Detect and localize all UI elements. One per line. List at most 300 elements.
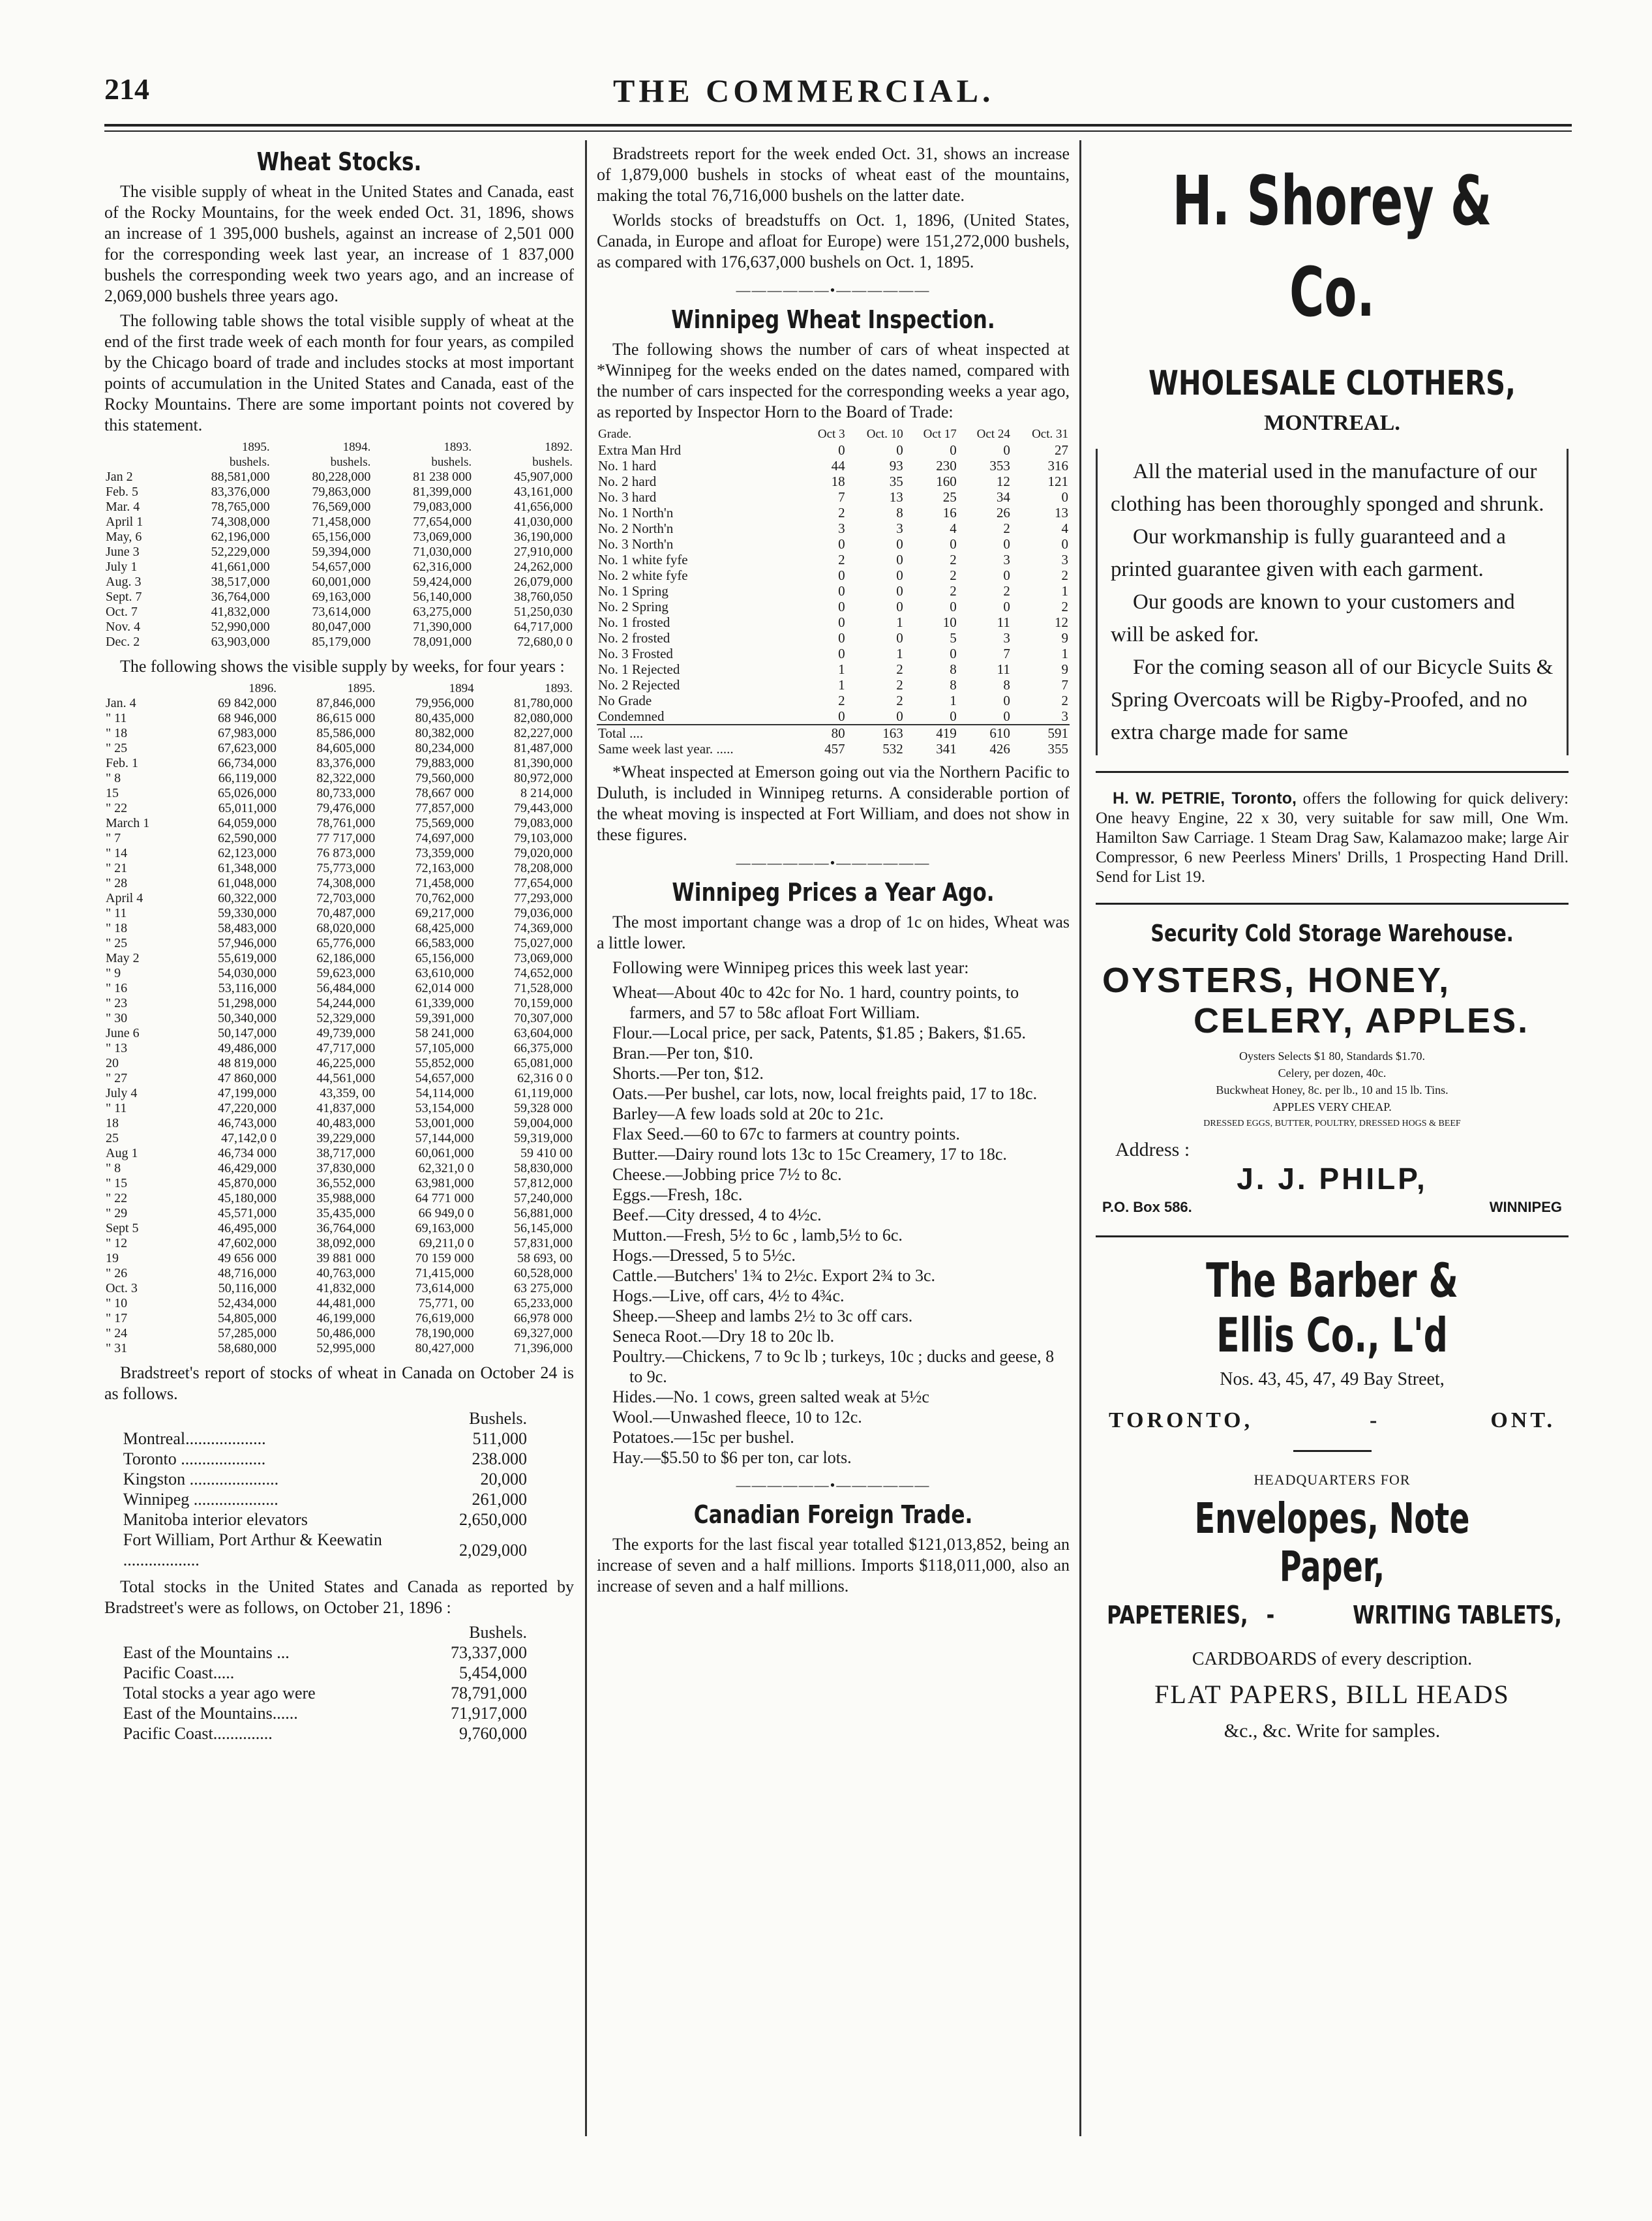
table-cell: 44,561,000 bbox=[316, 1071, 376, 1085]
inspection-intro: The following shows the number of cars of wheat inspected at *Winnipeg for the weeks ended on the dates named, compared with the number of cars inspected for the corresponding weeks a year ago, as reported by Inspector Horn to the Board of Trade: bbox=[597, 340, 1070, 421]
table-header: 1892. bbox=[545, 440, 573, 454]
table-cell: 2 bbox=[950, 552, 957, 567]
shorey-p2: Our workmanship is fully guaranteed and a printed guarantee given with each garment. bbox=[1111, 525, 1506, 581]
table-cell: 0 bbox=[838, 583, 845, 599]
table-cell: 57,812,000 bbox=[514, 1176, 573, 1190]
table-cell: 58 241,000 bbox=[415, 1026, 474, 1040]
section-separator: ——————•—————— bbox=[736, 282, 931, 298]
table-cell: 46,495,000 bbox=[217, 1221, 277, 1235]
philp-line1: OYSTERS, HONEY, bbox=[1102, 961, 1451, 1000]
table-cell: 76,569,000 bbox=[312, 500, 371, 514]
table-cell: 73,069,000 bbox=[514, 951, 573, 965]
weekly-row bbox=[104, 801, 574, 816]
table-header-row bbox=[123, 1622, 527, 1642]
table-cell: 65,026,000 bbox=[217, 786, 277, 800]
table-cell: 78,091,000 bbox=[413, 635, 472, 649]
table-cell: 59,424,000 bbox=[413, 575, 472, 589]
table-cell: 56,145,000 bbox=[514, 1221, 573, 1235]
table-cell: 0 bbox=[896, 442, 903, 458]
table-cell: 0 bbox=[950, 708, 957, 724]
place-label: Total stocks a year ago were bbox=[123, 1684, 316, 1702]
table-cell: 62,014 000 bbox=[415, 981, 474, 995]
table-cell: " 10 bbox=[106, 1296, 128, 1310]
table-cell: 2 bbox=[838, 505, 845, 521]
table-cell: 52,329,000 bbox=[316, 1011, 376, 1025]
table-cell: " 15 bbox=[106, 1176, 128, 1190]
table-cell: 55,852,000 bbox=[415, 1056, 474, 1070]
table-cell: 82,227,000 bbox=[514, 726, 573, 740]
table-header: Oct 17 bbox=[923, 427, 957, 441]
table-cell: " 22 bbox=[106, 1191, 128, 1205]
table-cell: 1 bbox=[1061, 583, 1068, 599]
table-cell: 66,978 000 bbox=[514, 1311, 573, 1325]
table-header-row bbox=[597, 427, 1070, 442]
table-cell: No. 1 white fyfe bbox=[598, 552, 688, 567]
weekly-row bbox=[104, 1341, 574, 1356]
bushels-value: 511,000 bbox=[472, 1429, 527, 1448]
table-cell: 75,773,000 bbox=[316, 861, 376, 875]
table-cell: 85,586,000 bbox=[316, 726, 376, 740]
table-cell: 78,765,000 bbox=[211, 500, 270, 514]
table-row bbox=[123, 1663, 527, 1683]
table-cell: 20 bbox=[106, 1056, 119, 1070]
table-cell: 0 bbox=[838, 646, 845, 661]
canada-table-body bbox=[123, 1428, 527, 1570]
table-cell: 44,481,000 bbox=[316, 1296, 376, 1310]
table-cell: 47,142,0 0 bbox=[220, 1131, 277, 1145]
table-cell: 78,667 000 bbox=[415, 786, 474, 800]
table-cell: 36,764,000 bbox=[211, 590, 270, 604]
table-cell: 50,486,000 bbox=[316, 1326, 376, 1340]
price-item: Seneca Root.—Dry 18 to 20c lb. bbox=[612, 1327, 835, 1346]
table-cell: 52,229,000 bbox=[211, 545, 270, 559]
table-cell: 61,119,000 bbox=[514, 1086, 573, 1100]
table-cell: 8 bbox=[950, 661, 957, 677]
table-cell: 69,211,0 0 bbox=[419, 1236, 474, 1250]
ad-divider-short bbox=[1293, 1450, 1372, 1452]
barber-flat-papers: FLAT PAPERS, BILL HEADS bbox=[1154, 1680, 1510, 1709]
table-cell: 4 bbox=[1061, 521, 1068, 536]
table-cell: 1 bbox=[838, 677, 845, 693]
table-cell: 45,180,000 bbox=[217, 1191, 277, 1205]
inspection-row bbox=[597, 442, 1070, 458]
table-header-row bbox=[123, 1408, 527, 1428]
table-cell: 47,199,000 bbox=[217, 1086, 277, 1100]
table-cell: 41,656,000 bbox=[514, 500, 573, 514]
table-cell: No. 2 white fyfe bbox=[598, 567, 688, 583]
table-header: bushels. bbox=[330, 455, 371, 469]
table-cell: 86,615 000 bbox=[316, 711, 376, 725]
wheat-stocks-heading: Wheat Stocks. bbox=[256, 147, 422, 176]
table-cell: 93 bbox=[889, 458, 903, 474]
table-cell: 3 bbox=[1003, 630, 1010, 646]
table-cell: 54,657,000 bbox=[415, 1071, 474, 1085]
header-rule-thin bbox=[104, 130, 1572, 132]
column-divider bbox=[585, 140, 587, 2136]
masthead: THE COMMERCIAL. bbox=[613, 72, 995, 109]
table-cell: 64 771 000 bbox=[415, 1191, 474, 1205]
inspection-heading: Winnipeg Wheat Inspection. bbox=[671, 305, 995, 334]
philp-name: J. J. PHILP, bbox=[1237, 1162, 1428, 1196]
table-cell: July 1 bbox=[106, 560, 138, 574]
table-cell: Jan. 4 bbox=[106, 696, 136, 710]
table-cell: 52,990,000 bbox=[211, 620, 270, 634]
bushels-value: 238.000 bbox=[472, 1449, 527, 1468]
table-cell: 19 bbox=[106, 1251, 119, 1265]
table-header: Bushels. bbox=[469, 1623, 527, 1642]
table-cell: 52,995,000 bbox=[316, 1341, 376, 1355]
table-cell: 50,147,000 bbox=[217, 1026, 277, 1040]
shorey-p3: Our goods are known to your customers and will be asked for. bbox=[1111, 590, 1515, 646]
inspection-row bbox=[597, 646, 1070, 661]
table-cell: 2 bbox=[1061, 693, 1068, 708]
inspection-table bbox=[597, 427, 1070, 757]
table-cell: 75,027,000 bbox=[514, 936, 573, 950]
table-cell: 2 bbox=[1061, 567, 1068, 583]
table-cell: Feb. 1 bbox=[106, 756, 138, 770]
weekly-row bbox=[104, 1161, 574, 1176]
table-cell: 64,059,000 bbox=[217, 816, 277, 830]
inspection-row bbox=[597, 536, 1070, 552]
table-cell: 53,116,000 bbox=[218, 981, 277, 995]
table-cell: 79,443,000 bbox=[514, 801, 573, 815]
weekly-row bbox=[104, 1311, 574, 1326]
weekly-row bbox=[104, 1041, 574, 1056]
table-cell: " 11 bbox=[106, 906, 127, 920]
column-1 bbox=[104, 144, 574, 2166]
inspection-note: *Wheat inspected at Emerson going out via the Northern Pacific to Duluth, is included in Winnipeg returns. A considerable portion of the wheat moving is inspected at Fort William, and does not show in these figures. bbox=[597, 763, 1070, 844]
price-item: Poultry.—Chickens, 7 to 9c lb ; turkeys, 10c ; ducks and geese, 8 to 9c. bbox=[612, 1347, 1055, 1386]
table-cell: 62,590,000 bbox=[217, 831, 277, 845]
price-item: Wool.—Unwashed fleece, 10 to 12c. bbox=[612, 1408, 862, 1427]
table-cell: 25 bbox=[106, 1131, 119, 1145]
table-cell: No. 1 Spring bbox=[598, 583, 668, 599]
shorey-box bbox=[1096, 449, 1569, 755]
weekly-row bbox=[104, 1221, 574, 1236]
table-cell: 80,234,000 bbox=[415, 741, 474, 755]
table-cell: 0 bbox=[838, 536, 845, 552]
inspection-row bbox=[597, 583, 1070, 599]
monthly-row bbox=[104, 605, 574, 620]
place-label: Montreal................... bbox=[123, 1429, 266, 1448]
table-cell: 79,883,000 bbox=[415, 756, 474, 770]
table-cell: 27,910,000 bbox=[514, 545, 573, 559]
barber-envelopes: Envelopes, Note Paper, bbox=[1194, 1495, 1470, 1592]
table-cell: 47,602,000 bbox=[217, 1236, 277, 1250]
inspection-row bbox=[597, 505, 1070, 521]
table-cell: 7 bbox=[838, 489, 845, 505]
barber-city-line bbox=[1096, 1408, 1569, 1441]
weekly-row bbox=[104, 1281, 574, 1296]
table-cell: 79,020,000 bbox=[514, 846, 573, 860]
monthly-row bbox=[104, 485, 574, 500]
weekly-row bbox=[104, 756, 574, 771]
bushels-value: 9,760,000 bbox=[458, 1724, 527, 1743]
table-cell: 4 bbox=[950, 521, 957, 536]
table-cell: 45,870,000 bbox=[217, 1176, 277, 1190]
table-cell: 74,308,000 bbox=[211, 515, 270, 529]
table-cell: 69,327,000 bbox=[514, 1326, 573, 1340]
table-cell: 74,308,000 bbox=[316, 876, 376, 890]
total-stocks-table bbox=[123, 1622, 527, 1744]
weekly-row bbox=[104, 1071, 574, 1086]
inspection-row bbox=[597, 677, 1070, 693]
petrie-ad bbox=[1096, 789, 1569, 887]
table-cell: 60,001,000 bbox=[312, 575, 371, 589]
table-cell: 62,186,000 bbox=[316, 951, 376, 965]
price-item: Mutton.—Fresh, 5½ to 6c , lamb,5½ to 6c. bbox=[612, 1226, 903, 1245]
price-item: Hay.—$5.50 to $6 per ton, car lots. bbox=[612, 1448, 852, 1467]
weekly-row bbox=[104, 951, 574, 966]
weekly-row bbox=[104, 1191, 574, 1206]
page-number: 214 bbox=[104, 72, 149, 106]
table-cell: 0 bbox=[1003, 708, 1010, 724]
table-header bbox=[104, 681, 179, 696]
table-cell: 80,228,000 bbox=[312, 470, 371, 484]
table-cell: 84,605,000 bbox=[316, 741, 376, 755]
table-cell: 66,375,000 bbox=[514, 1041, 573, 1055]
table-cell: 0 bbox=[896, 708, 903, 724]
weekly-row bbox=[104, 981, 574, 996]
inspection-row bbox=[597, 489, 1070, 505]
table-cell: " 27 bbox=[106, 1071, 128, 1085]
table-cell: 57,946,000 bbox=[217, 936, 277, 950]
table-cell: 11 bbox=[997, 614, 1010, 630]
table-header bbox=[104, 455, 170, 470]
wheat-stocks-para3: The following shows the visible supply by weeks, for four years : bbox=[120, 657, 565, 676]
table-cell: 48,716,000 bbox=[217, 1266, 277, 1280]
table-cell: 66,734,000 bbox=[217, 756, 277, 770]
table-cell: 3 bbox=[896, 521, 903, 536]
weekly-row bbox=[104, 996, 574, 1011]
table-cell: No. 3 North'n bbox=[598, 536, 674, 552]
table-cell: Aug 1 bbox=[106, 1146, 138, 1160]
table-cell: 80,047,000 bbox=[312, 620, 371, 634]
weekly-row bbox=[104, 1086, 574, 1101]
table-cell: " 7 bbox=[106, 831, 121, 845]
table-cell: 2 bbox=[1061, 599, 1068, 614]
table-cell: 39,229,000 bbox=[316, 1131, 376, 1145]
table-cell: 81,399,000 bbox=[413, 485, 472, 499]
ad-divider bbox=[1096, 771, 1569, 773]
table-cell: No. 3 hard bbox=[598, 489, 657, 505]
section-separator: ——————•—————— bbox=[736, 1477, 931, 1493]
table-cell: 46,734 000 bbox=[217, 1146, 277, 1160]
table-cell: 12 bbox=[996, 474, 1010, 489]
barber-samples: &c., &c. Write for samples. bbox=[1224, 1720, 1441, 1742]
table-cell: 77,654,000 bbox=[514, 876, 573, 890]
table-header: Oct 24 bbox=[976, 427, 1010, 441]
table-cell: 71,415,000 bbox=[415, 1266, 474, 1280]
table-cell: 0 bbox=[950, 442, 957, 458]
price-list bbox=[597, 982, 1070, 1468]
table-cell: 73,614,000 bbox=[312, 605, 371, 619]
table-header: Oct. 31 bbox=[1032, 427, 1068, 441]
table-cell: 54,244,000 bbox=[316, 996, 376, 1010]
barber-city: TORONTO, bbox=[1109, 1408, 1254, 1432]
philp-s5: DRESSED EGGS, BUTTER, POULTRY, DRESSED HOGS & BEEF bbox=[1203, 1119, 1461, 1128]
table-cell: 0 bbox=[1003, 693, 1010, 708]
table-cell: No. 2 North'n bbox=[598, 521, 674, 536]
table-cell: 316 bbox=[1047, 458, 1068, 474]
table-cell: 37,830,000 bbox=[316, 1161, 376, 1175]
canada-stocks-table bbox=[123, 1408, 527, 1570]
weekly-row bbox=[104, 1326, 574, 1341]
table-cell: No. 3 Frosted bbox=[598, 646, 673, 661]
price-item: Sheep.—Sheep and lambs 2½ to 3c off cars. bbox=[612, 1307, 913, 1325]
table-cell: Feb. 5 bbox=[106, 485, 138, 499]
table-cell: 79,103,000 bbox=[514, 831, 573, 845]
table-cell: 54,657,000 bbox=[312, 560, 371, 574]
barber-tablets: WRITING TABLETS, bbox=[1353, 1601, 1562, 1629]
table-cell: 0 bbox=[896, 630, 903, 646]
table-cell: No. 1 frosted bbox=[598, 614, 670, 630]
table-cell: 43,359, 00 bbox=[320, 1086, 376, 1100]
table-cell: Oct. 7 bbox=[106, 605, 138, 619]
table-cell: 41,832,000 bbox=[316, 1281, 376, 1295]
table-cell: 79,956,000 bbox=[415, 696, 474, 710]
total-row: Total .... 80 163 419 610 591 bbox=[598, 725, 1068, 741]
trade-para: The exports for the last fiscal year totalled $121,013,852, being an increase of seven and a half millions. Imports $118,011,000, also an increase of seven and a half millions. bbox=[597, 1535, 1070, 1595]
table-header: bushels. bbox=[431, 455, 472, 469]
table-cell: April 1 bbox=[106, 515, 143, 529]
price-item: Flour.—Local price, per sack, Patents, $1.85 ; Bakers, $1.65. bbox=[612, 1023, 1026, 1042]
table-cell: 53,154,000 bbox=[415, 1101, 474, 1115]
table-cell: 7 bbox=[1061, 677, 1068, 693]
place-label: Winnipeg .................... bbox=[123, 1490, 278, 1509]
inspection-row bbox=[597, 474, 1070, 489]
table-header bbox=[104, 440, 170, 455]
table-cell: 13 bbox=[889, 489, 903, 505]
weekly-row bbox=[104, 741, 574, 756]
table-cell: 3 bbox=[1003, 552, 1010, 567]
table-cell: 43,161,000 bbox=[514, 485, 573, 499]
table-cell: Jan 2 bbox=[106, 470, 133, 484]
table-cell: 2 bbox=[896, 661, 903, 677]
table-cell: 71,396,000 bbox=[514, 1341, 573, 1355]
table-cell: 88,581,000 bbox=[211, 470, 270, 484]
weekly-row bbox=[104, 1131, 574, 1146]
table-cell: 80,733,000 bbox=[316, 786, 376, 800]
table-cell: 47 860,000 bbox=[217, 1071, 277, 1085]
philp-line2: CELERY, APPLES. bbox=[1194, 1001, 1530, 1040]
table-cell: 7 bbox=[1003, 646, 1010, 661]
prices-para2: Following were Winnipeg prices this week last year: bbox=[612, 958, 969, 977]
prices-heading: Winnipeg Prices a Year Ago. bbox=[672, 878, 995, 907]
column-2 bbox=[597, 144, 1070, 2166]
inspection-row bbox=[597, 630, 1070, 646]
table-cell: 0 bbox=[950, 646, 957, 661]
bushels-value: 20,000 bbox=[480, 1470, 527, 1488]
table-cell: 79,083,000 bbox=[413, 500, 472, 514]
table-cell: 66 949,0 0 bbox=[418, 1206, 474, 1220]
table-cell: 62,196,000 bbox=[211, 530, 270, 544]
table-cell: 59,004,000 bbox=[514, 1116, 573, 1130]
table-cell: 48 819,000 bbox=[217, 1056, 277, 1070]
table-cell: 45,571,000 bbox=[217, 1206, 277, 1220]
table-cell: 62,123,000 bbox=[217, 846, 277, 860]
table-cell: 8 bbox=[896, 505, 903, 521]
table-header: Oct. 10 bbox=[866, 427, 903, 441]
table-cell: 70,307,000 bbox=[514, 1011, 573, 1025]
table-cell: 8 214,000 bbox=[520, 786, 573, 800]
weekly-row bbox=[104, 891, 574, 906]
table-cell: 36,190,000 bbox=[514, 530, 573, 544]
table-cell: 62,321,0 0 bbox=[418, 1161, 474, 1175]
table-header: 1895. bbox=[347, 682, 376, 695]
weekly-row bbox=[104, 1116, 574, 1131]
table-cell: March 1 bbox=[106, 816, 150, 830]
table-cell: 69,163,000 bbox=[312, 590, 371, 604]
table-cell: " 16 bbox=[106, 981, 128, 995]
table-cell: 41,661,000 bbox=[211, 560, 270, 574]
table-cell: 77,293,000 bbox=[514, 891, 573, 905]
place-label: East of the Mountains ... bbox=[123, 1643, 290, 1662]
inspection-row bbox=[597, 567, 1070, 583]
monthly-row bbox=[104, 590, 574, 605]
table-row bbox=[123, 1428, 527, 1449]
table-cell: 77,654,000 bbox=[413, 515, 472, 529]
table-cell: 63 275,000 bbox=[514, 1281, 573, 1295]
table-cell: 80,972,000 bbox=[514, 771, 573, 785]
table-cell: 73,359,000 bbox=[415, 846, 474, 860]
table-header: 1894 bbox=[449, 682, 474, 695]
table-cell: 78,761,000 bbox=[316, 816, 376, 830]
table-cell: 0 bbox=[950, 536, 957, 552]
table-row bbox=[123, 1489, 527, 1509]
table-cell: 3 bbox=[838, 521, 845, 536]
table-header: 1893. bbox=[545, 682, 573, 695]
price-item: Wheat—About 40c to 42c for No. 1 hard, country points, to farmers, and 57 to 58c afloat Fort William. bbox=[612, 983, 1019, 1022]
table-cell: 64,717,000 bbox=[514, 620, 573, 634]
table-cell: No. 1 hard bbox=[598, 458, 657, 474]
table-cell: 71,458,000 bbox=[415, 876, 474, 890]
weekly-row bbox=[104, 726, 574, 741]
place-label: East of the Mountains...... bbox=[123, 1704, 298, 1723]
table-cell: 54,114,000 bbox=[415, 1086, 474, 1100]
weekly-row bbox=[104, 786, 574, 801]
table-cell: 77 717,000 bbox=[316, 831, 376, 845]
table-cell: " 11 bbox=[106, 1101, 127, 1115]
table-cell: 59 410 00 bbox=[520, 1146, 573, 1160]
table-cell: Condemned bbox=[598, 708, 665, 724]
table-cell: 12 bbox=[1055, 614, 1068, 630]
barber-province: ONT. bbox=[1490, 1408, 1555, 1432]
price-item: Bran.—Per ton, $10. bbox=[612, 1044, 753, 1063]
table-cell: Nov. 4 bbox=[106, 620, 141, 634]
weekly-table-body bbox=[104, 696, 574, 1356]
table-cell: 1 bbox=[1061, 646, 1068, 661]
weekly-row bbox=[104, 771, 574, 786]
prices-para1: The most important change was a drop of 1c on hides, Wheat was a little lower. bbox=[597, 913, 1070, 952]
table-cell: 76 873,000 bbox=[316, 846, 376, 860]
table-row bbox=[123, 1530, 527, 1570]
table-cell: 53,001,000 bbox=[415, 1116, 474, 1130]
table-cell: 49,486,000 bbox=[217, 1041, 277, 1055]
table-cell: 18 bbox=[106, 1116, 119, 1130]
table-cell: " 30 bbox=[106, 1011, 128, 1025]
table-cell: 59,623,000 bbox=[316, 966, 376, 980]
table-cell: " 28 bbox=[106, 876, 128, 890]
table-cell: " 23 bbox=[106, 996, 128, 1010]
table-cell: 60,528,000 bbox=[514, 1266, 573, 1280]
table-cell: 59,328 000 bbox=[514, 1101, 573, 1115]
bushels-value: 2,029,000 bbox=[458, 1540, 527, 1560]
shorey-p1: All the material used in the manufacture of our clothing has been thoroughly sponged and shrunk. bbox=[1111, 460, 1544, 516]
bushels-value: 5,454,000 bbox=[458, 1663, 527, 1682]
table-cell: " 18 bbox=[106, 921, 128, 935]
bushels-value: 71,917,000 bbox=[450, 1704, 527, 1723]
